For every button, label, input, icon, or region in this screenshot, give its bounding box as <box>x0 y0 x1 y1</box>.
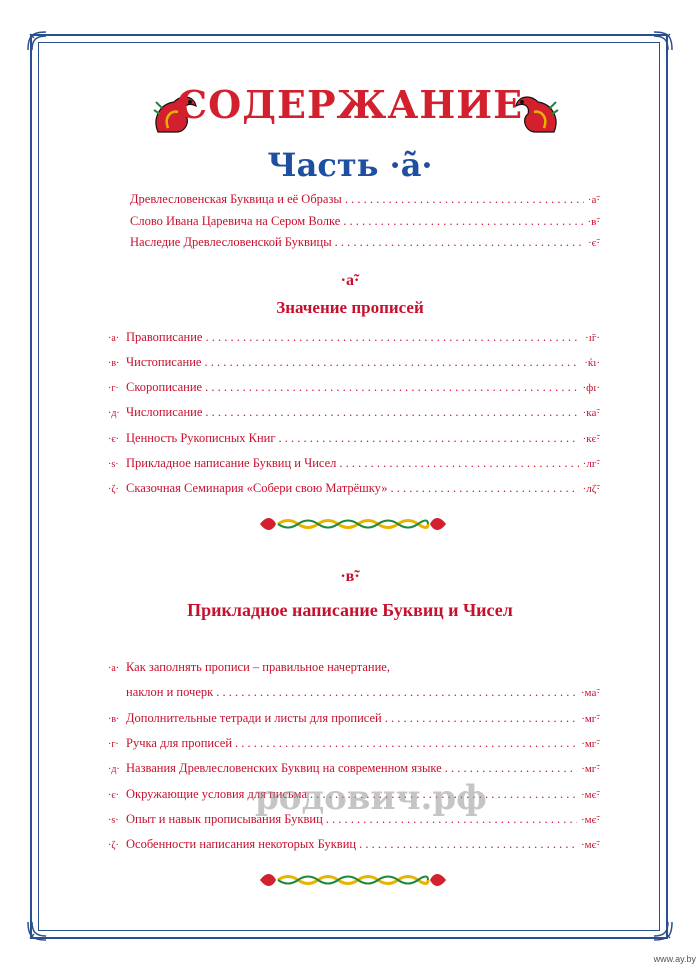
footer-source: www.ay.by <box>653 954 696 964</box>
toc-entry[interactable] <box>108 355 600 370</box>
toc-page-number: ·мє̃· <box>580 839 600 851</box>
toc-entry[interactable] <box>108 380 600 395</box>
toc-entry-text: Особенности написания некоторых Буквиц <box>126 837 357 851</box>
toc-entry-text: наклон и почерк <box>126 685 214 699</box>
toc-entry-text: Скорописание <box>126 380 203 394</box>
section-b-title: Прикладное написание Буквиц и Чисел <box>187 600 513 620</box>
toc-entry[interactable] <box>108 405 600 420</box>
toc-entry-text: Чистописание <box>126 355 202 369</box>
toc-entry-number: ·є· <box>108 790 119 801</box>
toc-page-number: ·лг̃· <box>582 458 600 470</box>
toc-page-number: ·мг̃· <box>581 713 600 725</box>
toc-entry-text: Названия Древлесловенских Буквиц на современном языке <box>126 761 442 775</box>
toc-page-number: ·мє̃· <box>580 814 600 826</box>
toc-entry-number: ·ѕ· <box>108 459 119 470</box>
toc-page-number: ·ма̃· <box>580 687 600 699</box>
corner-ornament-icon <box>24 918 50 944</box>
watermark: родович.рф <box>255 778 487 818</box>
toc-entry-continuation[interactable] <box>126 685 600 700</box>
toc-entry-text: Окружающие условия для письма <box>126 787 308 801</box>
toc-entry-text: Ценность Рукописных Книг <box>126 431 276 445</box>
toc-entry-number: ·а· <box>108 663 120 674</box>
toc-page-number: ·лζ̃· <box>582 483 600 495</box>
toc-entry-number: ·в· <box>108 358 120 369</box>
toc-entry-text: Древлесловенская Буквица и её Образы <box>130 192 342 206</box>
toc-entry-number: ·а· <box>108 333 120 344</box>
toc-entry[interactable] <box>108 431 600 446</box>
toc-entry[interactable] <box>108 660 600 675</box>
toc-entry-text: Как заполнять прописи – правильное начертание, <box>126 660 390 674</box>
toc-entry-text: Сказочная Семинария «Собери свою Матрёшку» <box>126 481 388 495</box>
toc-entry[interactable] <box>108 456 600 471</box>
toc-page-number: ·в̃· <box>587 216 600 228</box>
toc-entry-text: Наследие Древлесловенской Буквицы <box>130 235 332 249</box>
toc-entry[interactable] <box>108 330 600 345</box>
toc-page-number: ·є̃· <box>587 237 600 249</box>
toc-entry[interactable] <box>130 214 600 229</box>
toc-page-number: ·фı· <box>582 382 600 394</box>
toc-entry[interactable] <box>108 481 600 496</box>
toc-entry-number: ·ζ· <box>108 484 119 495</box>
toc-page-number: ·кє̃· <box>582 433 600 445</box>
section-b-number: ·в̃· <box>340 568 360 585</box>
part-heading: Часть ·а̃· <box>267 146 433 184</box>
toc-entry-number: ·ζ· <box>108 840 119 851</box>
toc-entry[interactable] <box>108 736 600 751</box>
toc-entry-text: Слово Ивана Царевича на Сером Волке <box>130 214 341 228</box>
corner-ornament-icon <box>650 918 676 944</box>
divider-ornament-icon <box>258 514 448 534</box>
divider-ornament-icon <box>258 870 448 890</box>
toc-entry-text: Правописание <box>126 330 203 344</box>
toc-entry-number: ·в· <box>108 714 120 725</box>
toc-page-number: ·ı̃г· <box>585 332 600 344</box>
toc-entry-text: Ручка для прописей <box>126 736 233 750</box>
toc-entry-text: Числописание <box>126 405 203 419</box>
toc-page-number: ·а̃· <box>587 194 600 206</box>
toc-page-number: ·ка̃· <box>582 407 600 419</box>
toc-page-number: ·мг̃· <box>581 763 600 775</box>
toc-entry[interactable] <box>130 192 600 207</box>
toc-entry-number: ·ѕ· <box>108 815 119 826</box>
toc-entry-text: Дополнительные тетради и листы для прописей <box>126 711 382 725</box>
toc-entry-text: Прикладное написание Буквиц и Чисел <box>126 456 337 470</box>
section-a-number: ·а̃· <box>340 272 360 289</box>
section-a-title: Значение прописей <box>276 298 424 317</box>
toc-entry[interactable] <box>108 711 600 726</box>
toc-entry-text: Опыт и навык прописывания Буквиц <box>126 812 323 826</box>
toc-entry[interactable] <box>108 837 600 852</box>
toc-page-number: ·ќı· <box>584 357 600 369</box>
corner-ornament-icon <box>24 28 50 54</box>
toc-entry-number: ·д· <box>108 764 120 775</box>
toc-page-number: ·мє̃· <box>580 789 600 801</box>
toc-page-number: ·мг̃· <box>581 738 600 750</box>
page-title: СОДЕРЖАНИЕ <box>176 82 524 127</box>
toc-entry-number: ·г· <box>108 739 119 750</box>
toc-entry-number: ·д· <box>108 408 120 419</box>
toc-entry[interactable] <box>130 235 600 250</box>
toc-entry[interactable] <box>108 761 600 776</box>
corner-ornament-icon <box>650 28 676 54</box>
toc-entry-number: ·г· <box>108 383 119 394</box>
toc-entry-number: ·є· <box>108 434 119 445</box>
